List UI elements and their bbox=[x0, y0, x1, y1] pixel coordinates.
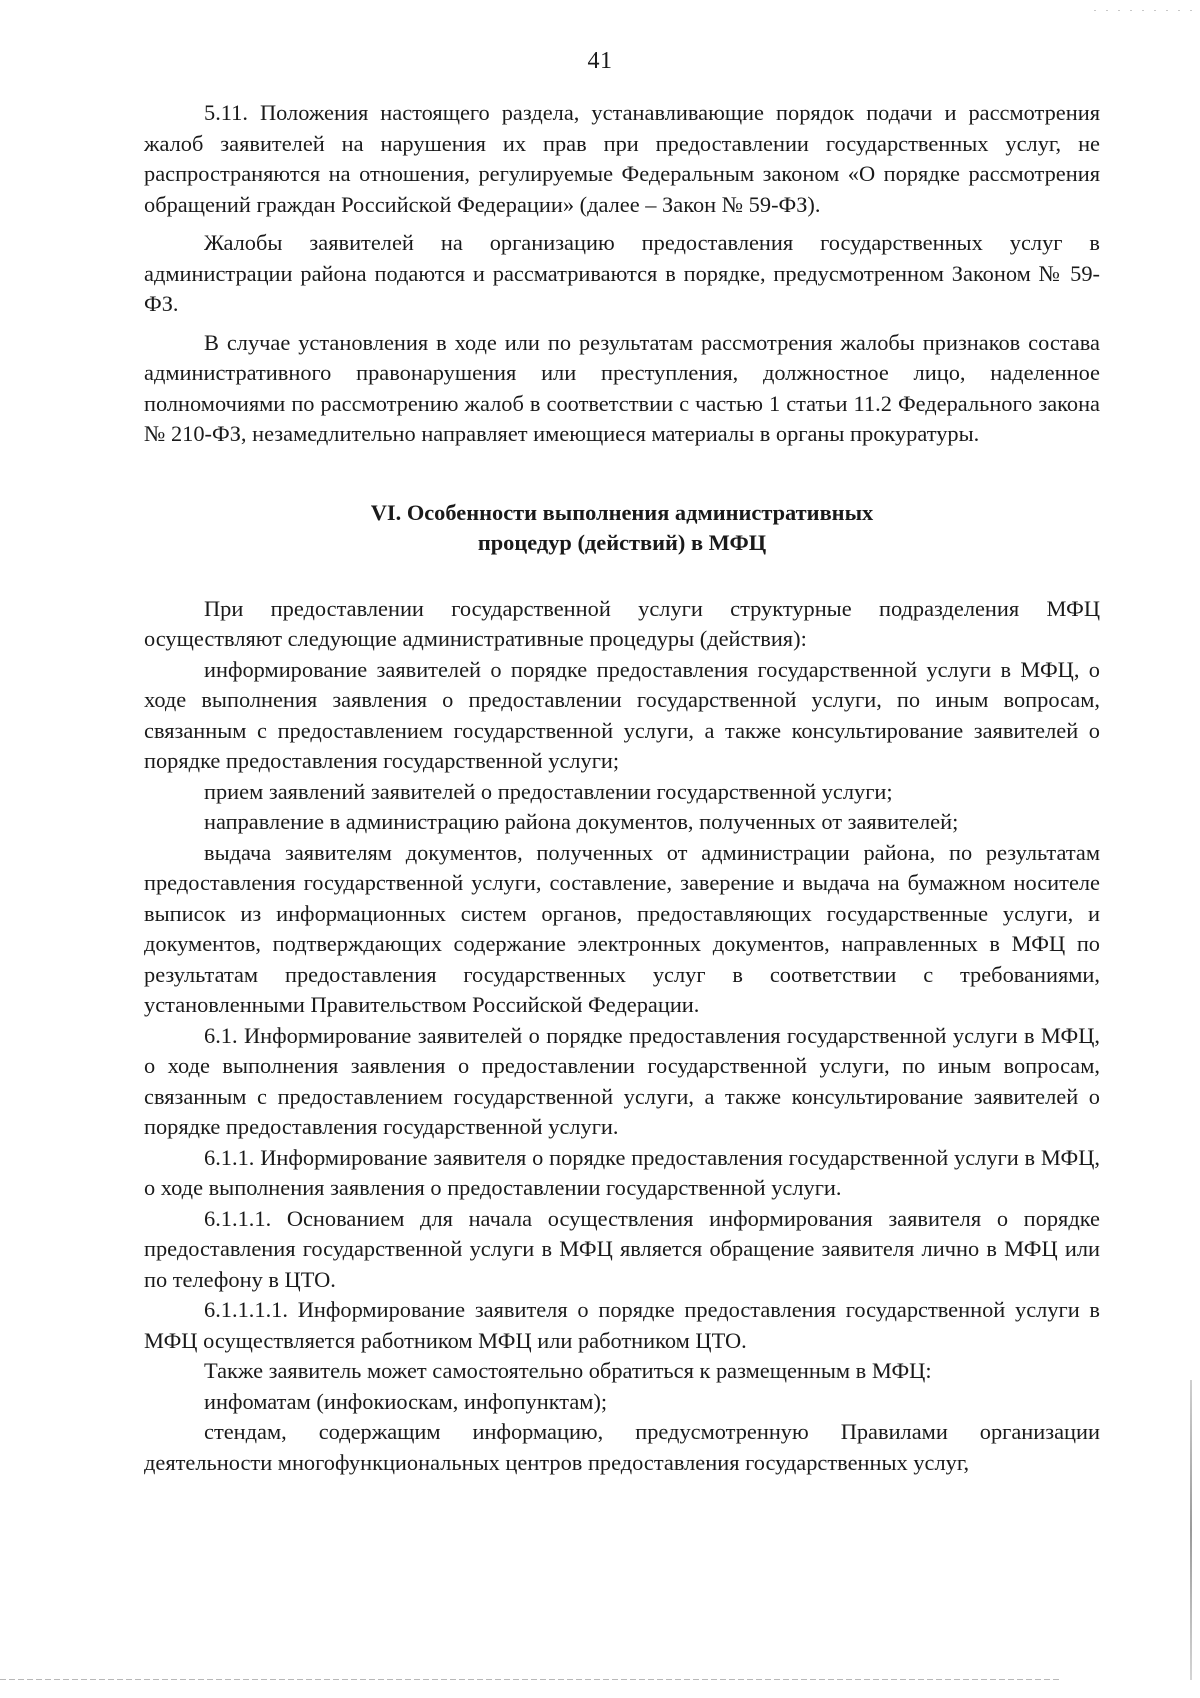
paragraph-6-1: 6.1. Информирование заявителей о порядке предоставления государственной услуги в МФЦ, о ходе выполнения заявления о предоставлении государственной услуги, по иным вопросам, связанным с предоставлением государственной услуги, а также консультирование заявителей о порядке предоставления государственной услуги. bbox=[144, 1022, 1100, 1139]
document-body bbox=[144, 98, 1100, 1478]
paragraph-mfc-procedures-intro: При предоставлении государственной услуги структурные подразделения МФЦ осуществляют следующие административные процедуры (действия): bbox=[144, 595, 1100, 651]
paragraph-6-1-1-1: 6.1.1.1. Основанием для начала осуществления информирования заявителя о порядке предоставления государственной услуги в МФЦ является обращение заявителя лично в МФЦ или по телефону в ЦТО. bbox=[144, 1205, 1100, 1292]
section-vi-heading-line-1: VI. Особенности выполнения административных bbox=[370, 499, 874, 525]
paragraph-self-service: Также заявитель может самостоятельно обратиться к размещенным в МФЦ: bbox=[204, 1358, 932, 1383]
paragraph-prosecutor-referral: В случае установления в ходе или по результатам рассмотрения жалобы признаков состава административного правонарушения или преступления, должностное лицо, наделенное полномочиями по рассмотрению жалоб в соответствии с частью 1 статьи 11.2 Федерального закона № 210-ФЗ, незамедлительно направляет имеющиеся материалы в органы прокуратуры. bbox=[144, 329, 1100, 446]
paragraph-complaints-procedure: Жалобы заявителей на организацию предоставления государственных услуг в администрации района подаются и рассматриваются в порядке, предусмотренном Законом № 59-ФЗ. bbox=[144, 230, 1100, 316]
list-item-receiving-applications: прием заявлений заявителей о предоставлении государственной услуги; bbox=[204, 778, 893, 804]
list-item-stands: стендам, содержащим информацию, предусмотренную Правилами организации деятельности многофункциональных центров предоставления государственных услуг, bbox=[144, 1419, 1100, 1475]
list-item-issuing-documents: выдача заявителям документов, полученных от администрации района, по результатам предоставления государственной услуги, составление, заверение и выдача на бумажном носителе выписок из информационных систем органов, предоставляющих государственные услуги, и документов, подтверждающих содержание электронных документов, направленных в МФЦ по результатам предоставления государственных услуг в соответствии с требованиями, установленными Правительством Российской Федерации. bbox=[144, 839, 1100, 1017]
scan-artifact-top bbox=[1094, 10, 1194, 11]
page-number: 41 bbox=[587, 48, 613, 74]
section-vi-heading bbox=[144, 498, 1100, 558]
scan-artifact-bottom-edge bbox=[0, 1679, 1060, 1680]
paragraph-6-1-1-1-1: 6.1.1.1.1. Информирование заявителя о порядке предоставления государственной услуги в МФЦ осуществляется работником МФЦ или работником ЦТО. bbox=[144, 1297, 1100, 1353]
list-item-sending-documents: направление в администрацию района документов, полученных от заявителей; bbox=[204, 809, 959, 834]
list-item-informing: информирование заявителей о порядке предоставления государственной услуги в МФЦ, о ходе выполнения заявления о предоставлении государственной услуги, по иным вопросам, связанным с предоставлением государственной услуги, а также консультирование заявителей о порядке предоставления государственной услуги; bbox=[144, 656, 1100, 773]
section-vi-heading-line-2: процедур (действий) в МФЦ bbox=[477, 529, 767, 555]
paragraph-5-11: 5.11. Положения настоящего раздела, устанавливающие порядок подачи и рассмотрения жалоб заявителей на нарушения их прав при предоставлении государственных услуг, не распространяются на отношения, регулируемые Федеральным законом «О порядке рассмотрения обращений граждан Российской Федерации» (далее – Закон № 59-ФЗ). bbox=[144, 100, 1100, 217]
scan-artifact-right-edge bbox=[1190, 1380, 1192, 1680]
paragraph-6-1-1: 6.1.1. Информирование заявителя о порядке предоставления государственной услуги в МФЦ, о ходе выполнения заявления о предоставлении государственной услуги. bbox=[144, 1144, 1100, 1200]
list-item-infomats: инфоматам (инфокиоскам, инфопунктам); bbox=[204, 1388, 608, 1414]
